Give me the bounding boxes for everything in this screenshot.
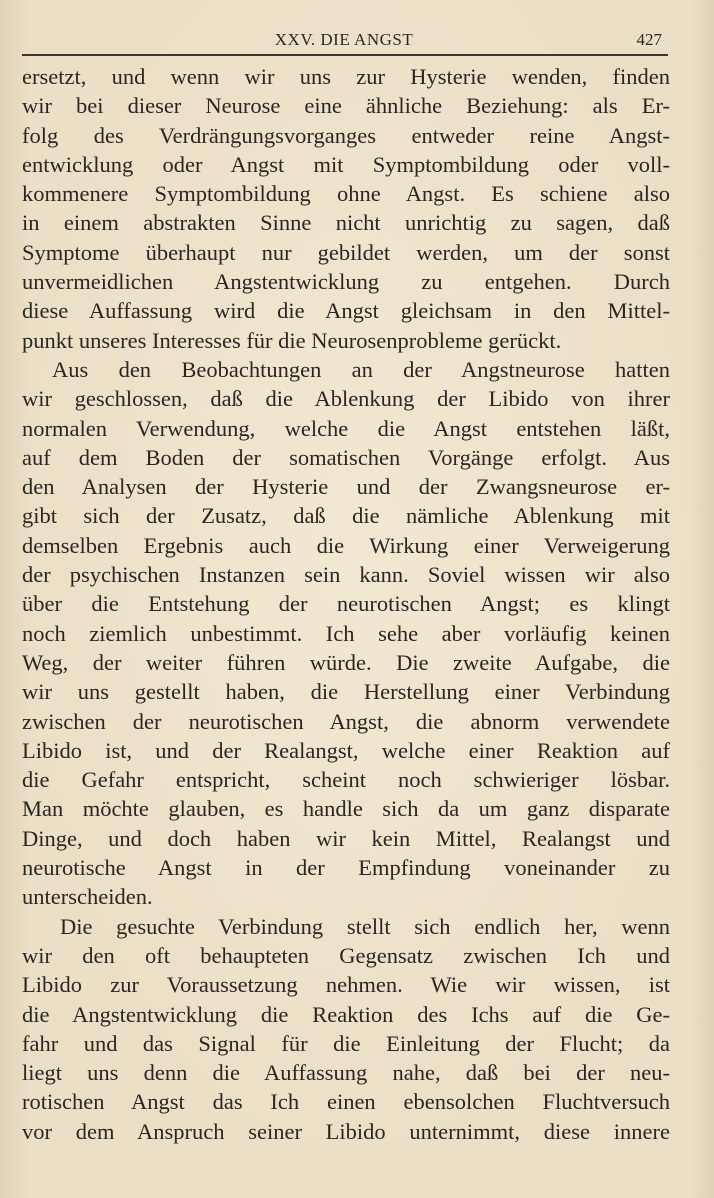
text-line: punkt unseres Interesses für die Neurosenprobleme gerückt. xyxy=(22,327,562,353)
text-line: entwicklung oder Angst mit Symptombildung oder voll- xyxy=(22,151,670,177)
page-number: 427 xyxy=(636,30,662,49)
text-line: zwischen der neurotischen Angst, die abnorm verwendete xyxy=(22,708,670,734)
text-line: Dinge, und doch haben wir kein Mittel, Realangst und xyxy=(22,825,670,851)
text-line: vor dem Anspruch seiner Libido unternimmt, diese innere xyxy=(22,1118,670,1144)
running-title: XXV. DIE ANGST xyxy=(274,30,414,49)
text-line: Man möchte glauben, es handle sich da um ganz disparate xyxy=(22,796,670,822)
text-line: normalen Verwendung, welche die Angst entstehen läßt, xyxy=(22,415,670,441)
text-line: Libido ist, und der Realangst, welche einer Reaktion auf xyxy=(22,737,670,763)
text-line: Weg, der weiter führen würde. Die zweite Aufgabe, die xyxy=(22,649,670,675)
text-line: neurotische Angst in der Empfindung voneinander zu xyxy=(22,855,670,881)
text-line: diese Auffassung wird die Angst gleichsam in den Mittel- xyxy=(22,298,670,324)
text-line: Symptome überhaupt nur gebildet werden, um der sonst xyxy=(22,239,670,265)
text-line: wir geschlossen, daß die Ablenkung der Libido von ihrer xyxy=(22,386,670,412)
text-line: ersetzt, und wenn wir uns zur Hysterie wenden, finden xyxy=(22,64,670,89)
text-line: unvermeidlichen Angstentwicklung zu entgehen. Durch xyxy=(22,269,670,295)
text-line: liegt uns denn die Auffassung nahe, daß bei der neu- xyxy=(22,1060,670,1086)
text-line: gibt sich der Zusatz, daß die nämliche Ablenkung mit xyxy=(22,503,670,529)
text-line: die Angstentwicklung die Reaktion des Ichs auf die Ge- xyxy=(22,1001,670,1027)
text-line: über die Entstehung der neurotischen Angst; es klingt xyxy=(22,591,670,617)
body-text xyxy=(22,62,670,1146)
text-line: wir uns gestellt haben, die Herstellung einer Verbindung xyxy=(22,679,670,705)
text-line: in einem abstrakten Sinne nicht unrichtig zu sagen, daß xyxy=(22,210,670,236)
paragraph-first-line: Die gesuchte Verbindung stellt sich endlich her, wenn xyxy=(60,913,670,939)
text-line: wir bei dieser Neurose eine ähnliche Beziehung: als Er- xyxy=(22,93,670,119)
text-line: wir den oft behaupteten Gegensatz zwischen Ich und xyxy=(22,942,670,968)
text-line: noch ziemlich unbestimmt. Ich sehe aber vorläufig keinen xyxy=(22,620,670,646)
text-line: demselben Ergebnis auch die Wirkung einer Verweigerung xyxy=(22,532,670,558)
page-header xyxy=(22,26,666,56)
text-line: fahr und das Signal für die Einleitung der Flucht; da xyxy=(22,1030,670,1056)
text-line: unterscheiden. xyxy=(22,884,153,910)
text-line: der psychischen Instanzen sein kann. Soviel wissen wir also xyxy=(22,562,670,588)
paragraph-first-line: Aus den Beobachtungen an der Angstneurose hatten xyxy=(52,356,670,382)
text-line: rotischen Angst das Ich einen ebensolchen Fluchtversuch xyxy=(22,1089,670,1115)
text-line: folg des Verdrängungsvorganges entweder reine Angst- xyxy=(22,122,670,148)
header-rule xyxy=(22,54,668,56)
text-line: den Analysen der Hysterie und der Zwangsneurose er- xyxy=(22,474,670,500)
text-line: auf dem Boden der somatischen Vorgänge erfolgt. Aus xyxy=(22,444,670,470)
text-line: die Gefahr entspricht, scheint noch schwieriger lösbar. xyxy=(22,767,670,793)
text-line: kommenere Symptombildung ohne Angst. Es schiene also xyxy=(22,181,670,207)
text-line: Libido zur Voraussetzung nehmen. Wie wir wissen, ist xyxy=(22,972,670,998)
